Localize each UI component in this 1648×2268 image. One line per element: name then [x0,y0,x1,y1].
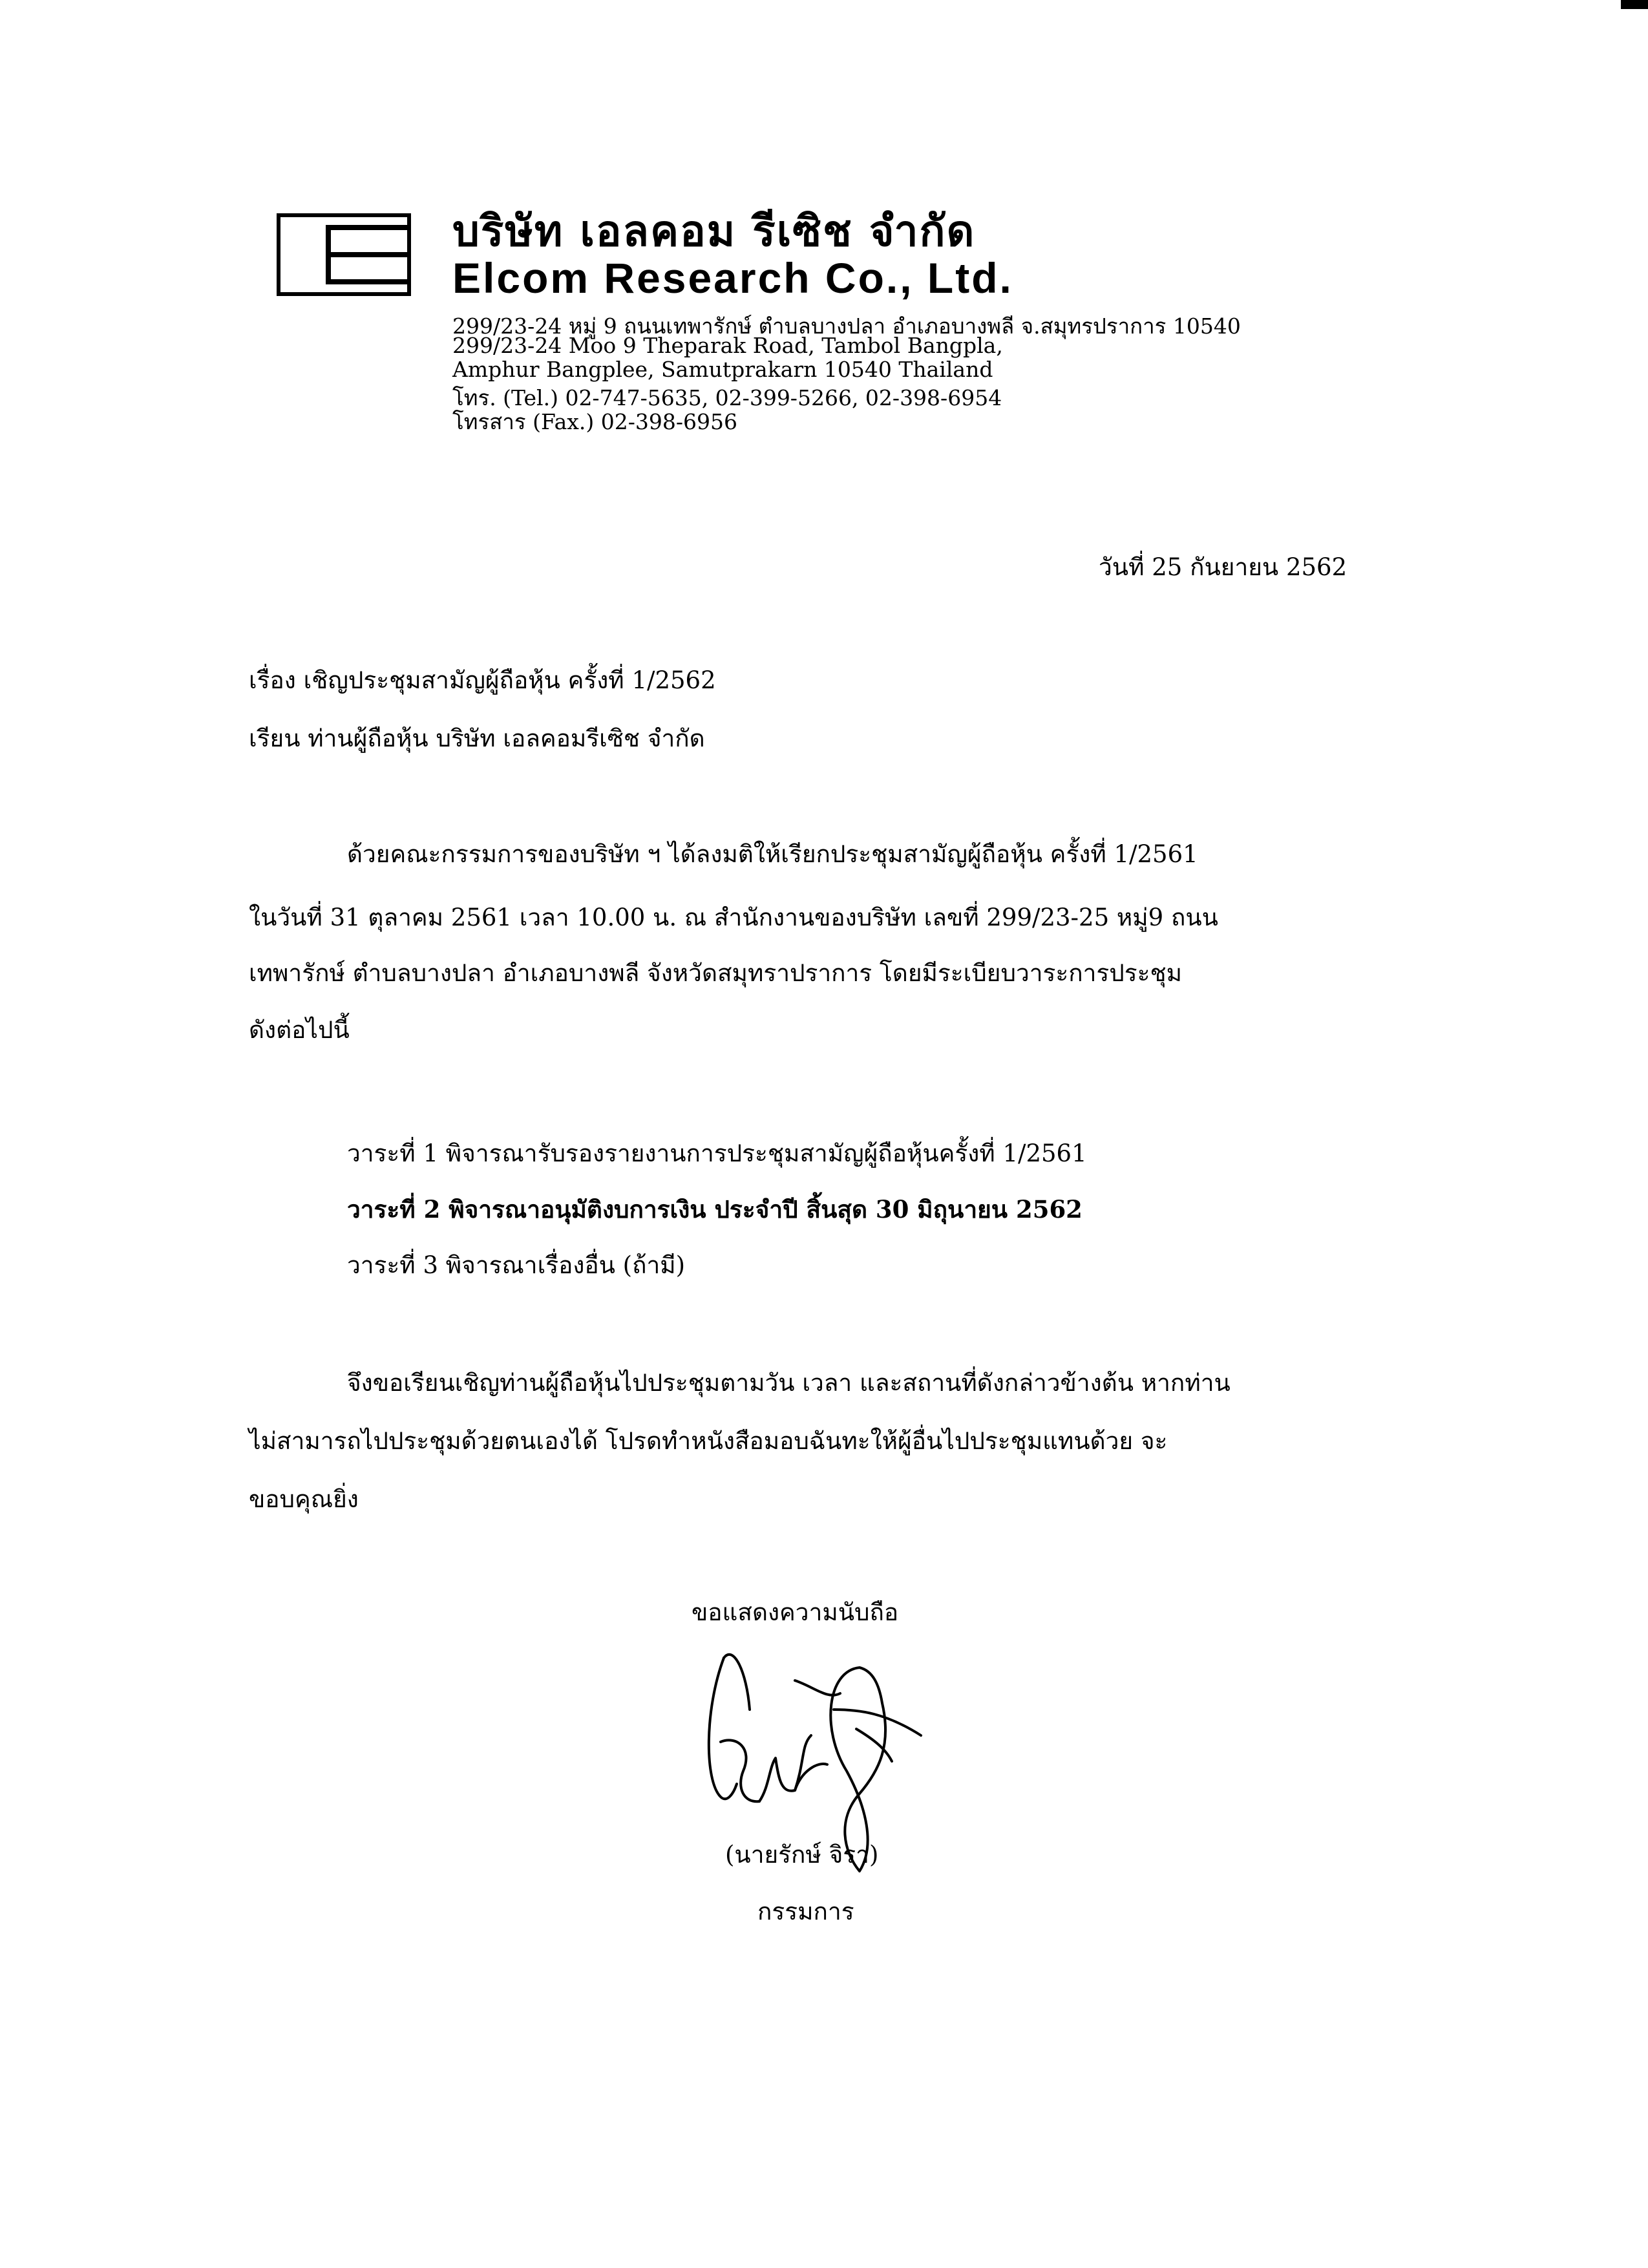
paragraph-2-line-1: จึงขอเรียนเชิญท่านผู้ถือหุ้นไปประชุมตามวัน เวลา และสถานที่ดังกล่าวข้างต้น หากท่าน [347,1369,1231,1397]
paragraph-2-line-2: ไม่สามารถไปประชุมด้วยตนเองได้ โปรดทำหนังสือมอบฉันทะให้ผู้อื่นไปประชุมแทนด้วย จะ [249,1427,1168,1455]
address-line-thai: 299/23-24 หมู่ 9 ถนนเทพารักษ์ ตำบลบางปลา อำเภอบางพลี จ.สมุทรปราการ 10540 [452,313,1241,339]
phone-line: โทร. (Tel.) 02-747-5635, 02-399-5266, 02-398-6954 [452,385,1002,410]
paragraph-1-line-1: ด้วยคณะกรรมการของบริษัท ฯ ได้ลงมติให้เรียกประชุมสามัญผู้ถือหุ้น ครั้งที่ 1/2561 [347,840,1198,868]
company-name-thai: บริษัท เอลคอม รีเซิช จำกัด [452,206,976,256]
agenda-item-1: วาระที่ 1 พิจารณารับรองรายงานการประชุมสามัญผู้ถือหุ้นครั้งที่ 1/2561 [347,1139,1087,1167]
paragraph-1-line-3: เทพารักษ์ ตำบลบางปลา อำเภอบางพลี จังหวัดสมุทราปราการ โดยมีระเบียบวาระการประชุม [249,959,1183,987]
signatory-title: กรรมการ [757,1898,854,1925]
paragraph-1-line-4: ดังต่อไปนี้ [249,1016,350,1044]
letter-recipient: เรียน ท่านผู้ถือหุ้น บริษัท เอลคอมรีเซิช จำกัด [249,725,705,752]
fax-line: โทรสาร (Fax.) 02-398-6956 [452,409,738,434]
company-name-english: Elcom Research Co., Ltd. [452,254,1013,302]
signatory-name: (นายรักษ์ จิรา) [725,1841,879,1869]
address-line-street: 299/23-24 Moo 9 Theparak Road, Tambol Bangpla, [452,333,1003,358]
paragraph-1-line-2: ในวันที่ 31 ตุลาคม 2561 เวลา 10.00 น. ณ สำนักงานของบริษัท เลขที่ 299/23-25 หมู่9 ถนน [249,904,1218,931]
paragraph-2-line-3: ขอบคุณยิ่ง [249,1485,359,1513]
agenda-item-3: วาระที่ 3 พิจารณาเรื่องอื่น (ถ้ามี) [347,1251,686,1279]
company-logo-icon [277,213,411,296]
letter-subject: เรื่อง เชิญประชุมสามัญผู้ถือหุ้น ครั้งที่ 1/2562 [249,666,716,694]
letter-date: วันที่ 25 กันยายน 2562 [1099,553,1347,581]
address-line-district: Amphur Bangplee, Samutprakarn 10540 Thailand [452,357,993,382]
agenda-item-2: วาระที่ 2 พิจารณาอนุมัติงบการเงิน ประจำปี สิ้นสุด 30 มิถุนายน 2562 [347,1195,1083,1224]
scan-edge-mark [1621,0,1648,9]
closing-salutation: ขอแสดงความนับถือ [692,1598,899,1626]
